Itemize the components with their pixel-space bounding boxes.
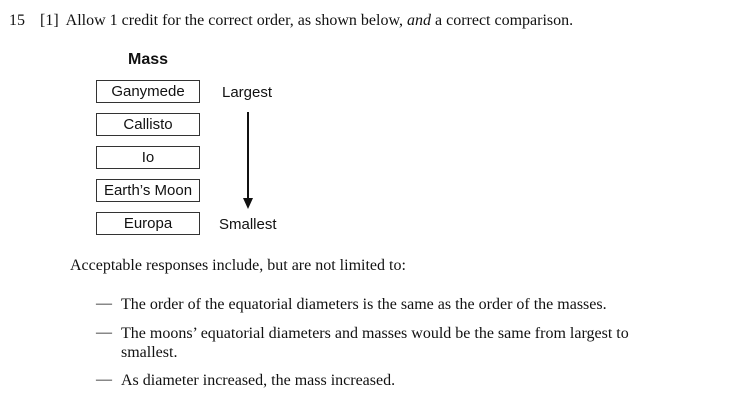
response-item [96, 324, 666, 362]
response-item [96, 371, 666, 390]
question-number: 15 [9, 12, 25, 29]
question-line [9, 12, 573, 30]
moon-box-europa: Europa [96, 212, 200, 235]
instruction-text-end: a correct comparison. [430, 12, 574, 29]
response-item [96, 295, 666, 314]
response-dash: — [96, 295, 112, 312]
response-text: The order of the equatorial diameters is the same as the order of the masses. [121, 296, 607, 313]
instruction-emphasis: and [406, 12, 431, 29]
moon-box-io: Io [96, 146, 200, 169]
label-largest: Largest [222, 84, 273, 101]
moon-box-ganymede: Ganymede [96, 80, 200, 103]
moon-box-earths-moon: Earth’s Moon [96, 179, 200, 202]
credit-value: [1] [40, 12, 59, 29]
label-smallest: Smallest [219, 216, 277, 233]
response-dash: — [96, 324, 112, 341]
response-text: As diameter increased, the mass increased. [121, 372, 396, 389]
moon-box-callisto: Callisto [96, 113, 200, 136]
response-dash: — [96, 371, 112, 388]
diagram-title: Mass [128, 51, 169, 68]
instruction-text-start: Allow 1 credit for the correct order, as shown below, [65, 12, 407, 29]
response-text: The moons’ equatorial diameters and masses would be the same from largest to smallest. [121, 325, 629, 361]
down-arrow-icon [240, 110, 256, 212]
responses-intro: Acceptable responses include, but are not limited to: [70, 257, 406, 274]
